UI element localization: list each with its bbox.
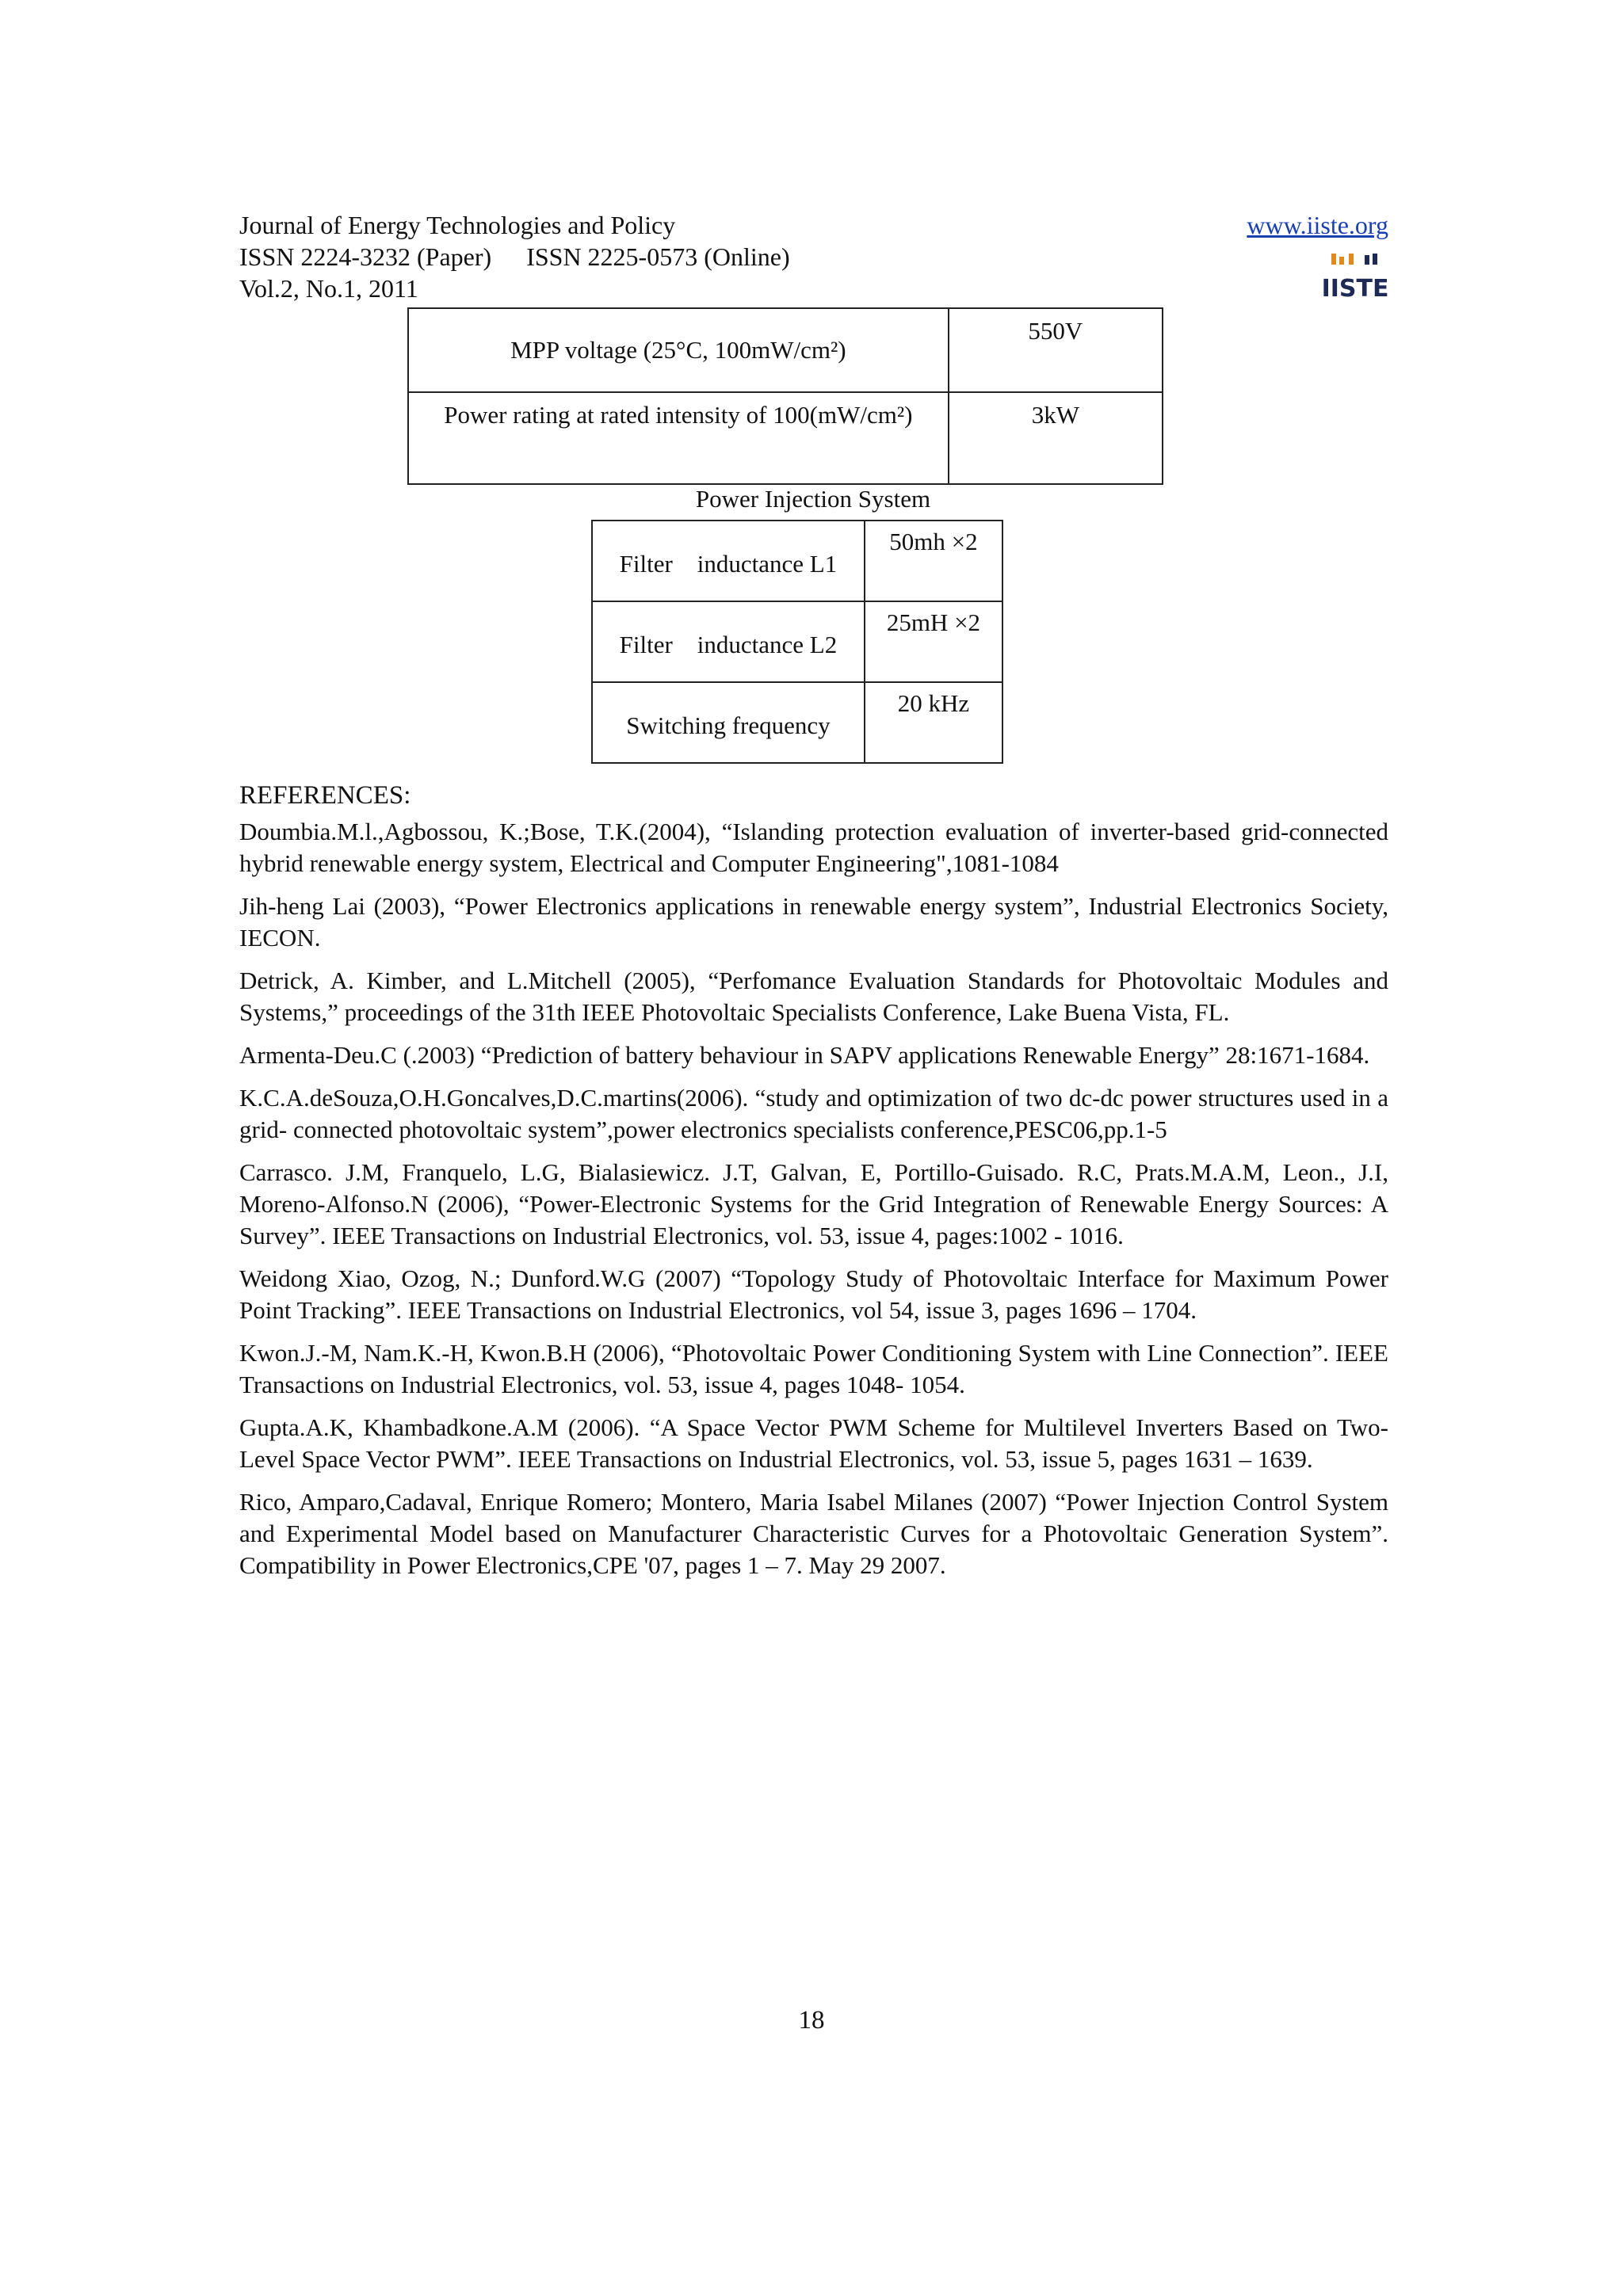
issn-online: ISSN 2225-0573 (Online) <box>526 242 790 271</box>
table-row <box>408 392 1163 484</box>
reference-item: Gupta.A.K, Khambadkone.A.M (2006). “A Space Vector PWM Scheme for Multilevel Inverters Based on Two-Level Space Vector PWM”. IEEE Transactions on Industrial Electronics, vol. 53, issue 5, pages 1631 – 1639. <box>239 1413 1388 1473</box>
table-cell-label: Switching frequency <box>592 682 865 763</box>
table-cell-value: 50mh ×2 <box>865 521 1002 601</box>
power-injection-table <box>591 520 1003 764</box>
running-header <box>239 209 1388 304</box>
reference-item: Jih-heng Lai (2003), “Power Electronics applications in renewable energy system”, Industrial Electronics Society, IECON. <box>239 892 1388 952</box>
table-row <box>592 521 1002 601</box>
svg-text:IISTE: IISTE <box>1321 275 1389 303</box>
reference-item: Weidong Xiao, Ozog, N.; Dunford.W.G (2007) “Topology Study of Photovoltaic Interface for Maximum Power Point Tracking”. IEEE Transactions on Industrial Electronics, vol 54, issue 3, pages 1696 – 1704. <box>239 1264 1388 1324</box>
issn-paper: ISSN 2224-3232 (Paper) <box>239 242 492 271</box>
table-caption: Power Injection System <box>695 485 931 513</box>
references-heading: REFERENCES: <box>239 781 411 810</box>
table-cell-value: 3kW <box>949 392 1163 484</box>
reference-item: Rico, Amparo,Cadaval, Enrique Romero; Montero, Maria Isabel Milanes (2007) “Power Injection Control System and Experimental Model based on Manufacturer Characteristic Curves for a Photovoltaic Generation System”. Compatibility in Power Electronics,CPE '07, pages 1 – 7. May 29 2007. <box>239 1488 1388 1579</box>
table-row <box>408 308 1163 392</box>
reference-item: Carrasco. J.M, Franquelo, L.G, Bialasiewicz. J.T, Galvan, E, Portillo-Guisado. R.C, Prats.M.A.M, Leon., J.I, Moreno-Alfonso.N (2006), “Power-Electronic Systems for the Grid Integration of Renewable Energy Sources: A Survey”. IEEE Transactions on Industrial Electronics, vol. 53, issue 4, pages:1002 - 1016. <box>239 1158 1388 1249</box>
iiste-logo <box>1321 252 1389 306</box>
table-cell-value: 20 kHz <box>865 682 1002 763</box>
reference-item: K.C.A.deSouza,O.H.Goncalves,D.C.martins(2006). “study and optimization of two dc-dc power structures used in a grid- connected photovoltaic system”,power electronics specialists conference,PESC06,pp.1-5 <box>239 1084 1388 1143</box>
pv-array-table <box>407 307 1163 485</box>
reference-item: Armenta-Deu.C (.2003) “Prediction of battery behaviour in SAPV applications Renewable Energy” 28:1671-1684. <box>239 1041 1370 1069</box>
table-cell-label: Filter inductance L2 <box>592 601 865 682</box>
reference-item: Kwon.J.-M, Nam.K.-H, Kwon.B.H (2006), “Photovoltaic Power Conditioning System with Line Connection”. IEEE Transactions on Industrial Electronics, vol. 53, issue 4, pages 1048- 1054. <box>239 1339 1388 1398</box>
reference-item: Detrick, A. Kimber, and L.Mitchell (2005), “Perfomance Evaluation Standards for Photovoltaic Modules and Systems,” proceedings of the 31th IEEE Photovoltaic Specialists Conference, Lake Buena Vista, FL. <box>239 967 1388 1026</box>
reference-item: Doumbia.M.l.,Agbossou, K.;Bose, T.K.(2004), “Islanding protection evaluation of inverter-based grid-connected hybrid renewable energy system, Electrical and Computer Engineering",1081-1084 <box>239 818 1388 877</box>
journal-website-link[interactable]: www.iiste.org <box>1247 211 1388 239</box>
table-cell-label: Power rating at rated intensity of 100(mW/cm²) <box>408 392 949 484</box>
table-row <box>592 601 1002 682</box>
volume-issue: Vol.2, No.1, 2011 <box>239 274 418 303</box>
table-row <box>592 682 1002 763</box>
table-cell-label: Filter inductance L1 <box>592 521 865 601</box>
references-section <box>239 780 1388 1592</box>
table-cell-value: 550V <box>949 308 1163 392</box>
table-cell-value: 25mH ×2 <box>865 601 1002 682</box>
page-number: 18 <box>798 2006 825 2035</box>
table-cell-label: MPP voltage (25°C, 100mW/cm²) <box>408 308 949 392</box>
journal-title: Journal of Energy Technologies and Policy <box>239 211 676 239</box>
issn-line <box>239 241 1388 273</box>
